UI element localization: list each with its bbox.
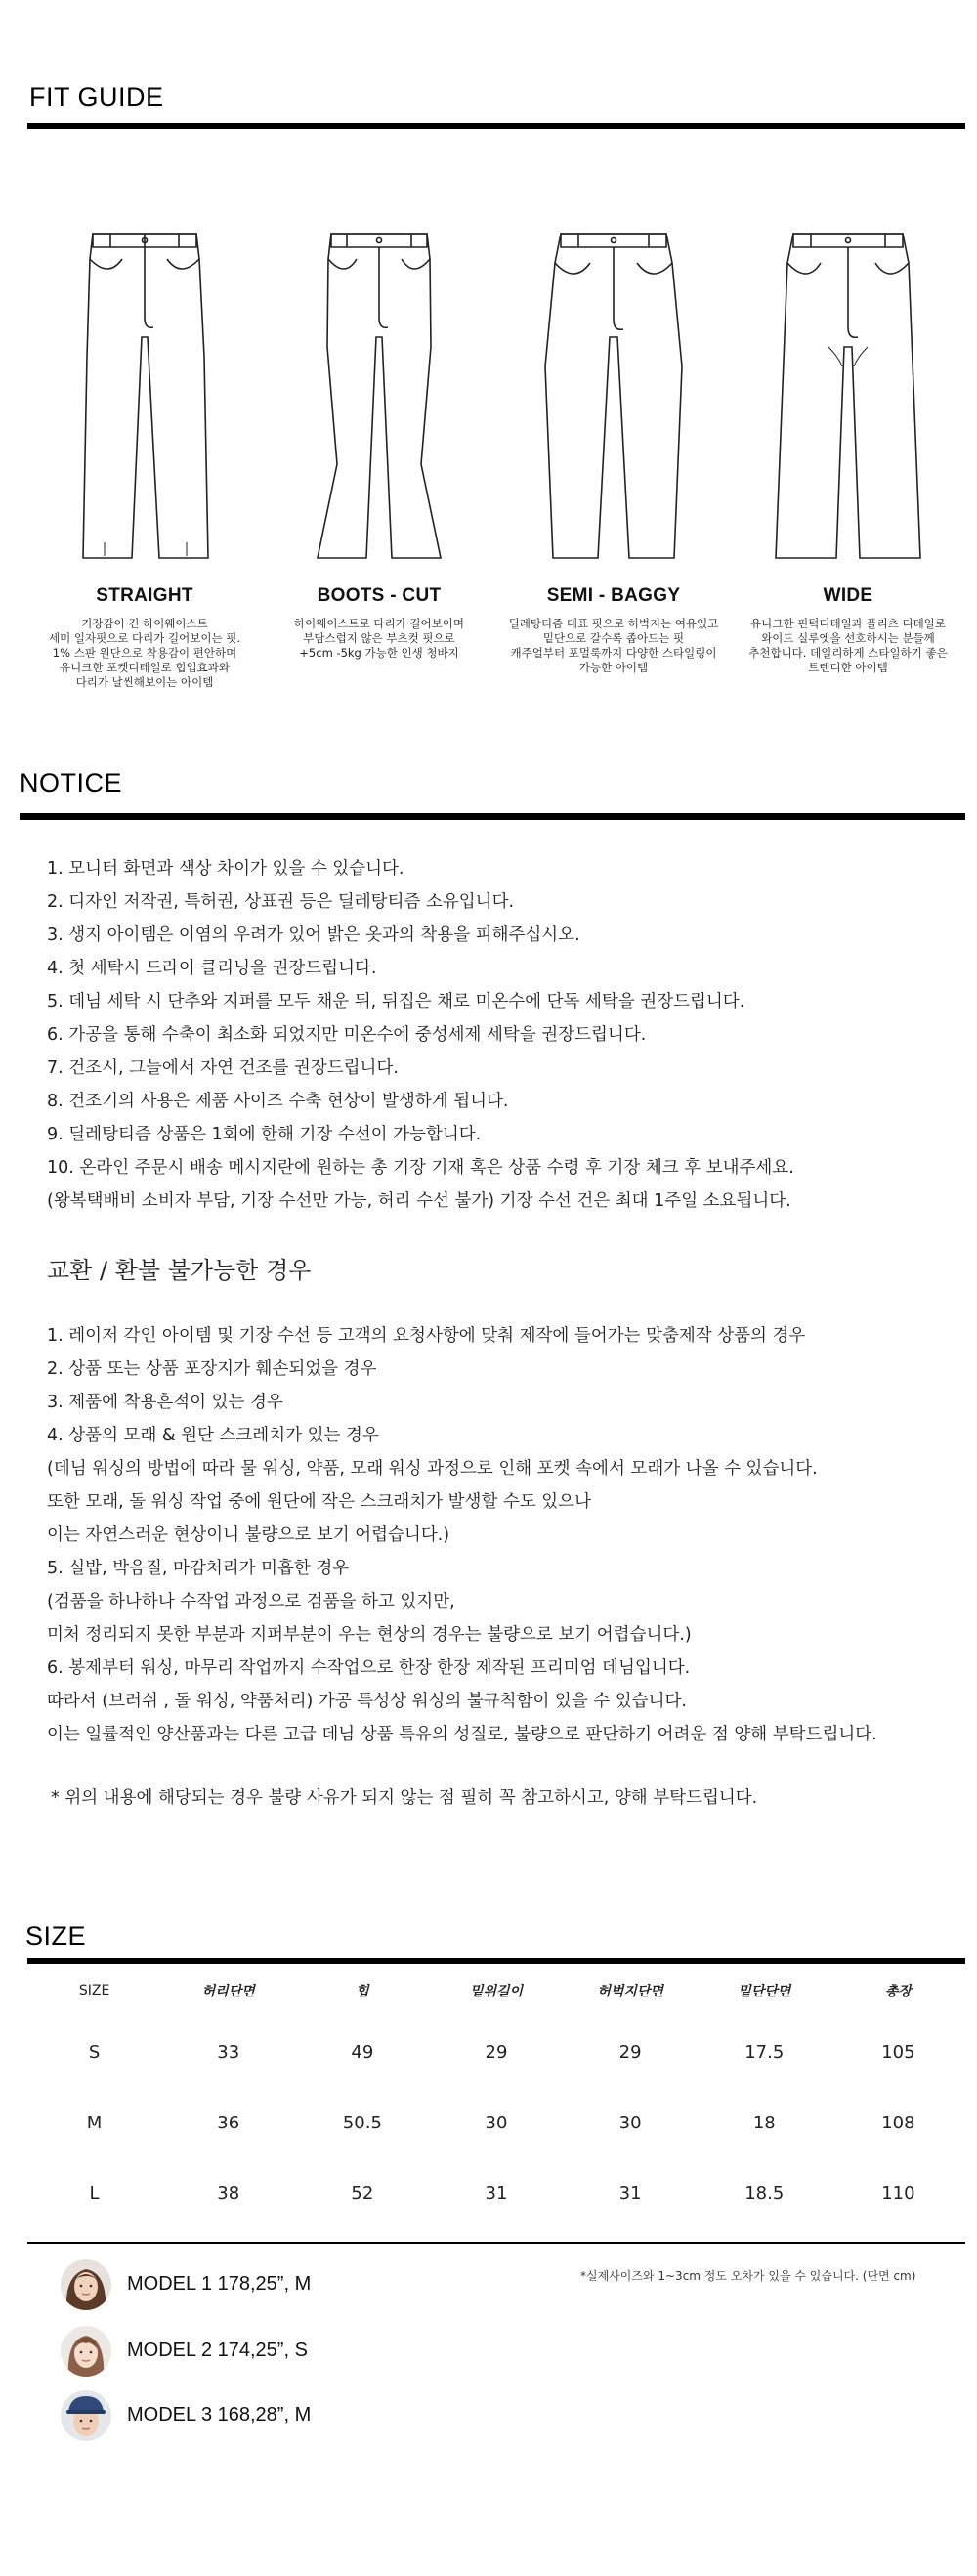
fit-wide <box>731 220 965 675</box>
size-table <box>27 1964 965 2228</box>
notice-item: 8. 건조기의 사용은 제품 사이즈 수축 현상이 발생하게 됩니다. <box>47 1092 509 1111</box>
size-cell: 29 <box>485 2041 508 2063</box>
notice-item: 4. 첫 세탁시 드라이 클리닝을 권장드립니다. <box>47 959 377 978</box>
size-cell: 108 <box>881 2112 915 2133</box>
size-cell: 105 <box>881 2041 915 2063</box>
size-table-header <box>27 1964 965 2017</box>
notice-item: 2. 디자인 저작권, 특허권, 상표권 등은 딜레탕티즘 소유입니다. <box>47 892 515 912</box>
size-cell: 36 <box>217 2112 240 2133</box>
notice-list <box>47 852 965 1218</box>
fit-description: 딜레탕티즘 대표 핏으로 허벅지는 여유있고 밑단으로 갈수록 좁아드는 핏 캐주얼부터 포멀룩까지 다양한 스타일링이 가능한 아이템 <box>508 617 719 674</box>
size-cell: 18.5 <box>744 2182 785 2204</box>
notice-item: 10. 온라인 주문시 배송 메시지란에 원하는 총 기장 기재 혹은 상품 수령 후 기장 체크 후 보내주세요. <box>47 1158 794 1178</box>
exchange-item: (검품을 하나하나 수작업 과정으로 검품을 하고 있지만, <box>47 1592 455 1611</box>
size-cell: 31 <box>485 2182 508 2204</box>
boots-cut-jeans-illustration <box>306 220 452 572</box>
size-header-cell: 힙 <box>356 1984 369 1999</box>
exchange-item: 이는 일률적인 양산품과는 다른 고급 데님 상품 특유의 성질로, 불량으로 판단하기 어려운 점 양해 부탁드립니다. <box>47 1725 877 1744</box>
fit-guide-list <box>27 220 965 708</box>
avatar <box>61 2259 111 2310</box>
fit-guide-title: FIT GUIDE <box>29 82 164 111</box>
fit-name: SEMI - BAGGY <box>546 585 681 606</box>
table-row <box>27 2087 965 2158</box>
size-title: SIZE <box>25 1921 87 1951</box>
exchange-item: 4. 상품의 모래 & 원단 스크레치가 있는 경우 <box>47 1426 379 1445</box>
size-header-cell: 허리단면 <box>201 1984 255 1999</box>
exchange-item: 2. 상품 또는 상품 포장지가 훼손되었을 경우 <box>47 1359 377 1379</box>
notice-footnote: * 위의 내용에 해당되는 경우 불량 사유가 되지 않는 점 필히 꼭 참고하시고, 양해 부탁드립니다. <box>51 1788 758 1808</box>
size-cell: L <box>89 2182 100 2204</box>
fit-straight <box>27 220 262 690</box>
fit-guide-rule <box>27 123 965 129</box>
exchange-item: 1. 레이저 각인 아이템 및 기장 수선 등 고객의 요청사항에 맞춰 제작에 들어가는 맞춤제작 상품의 경우 <box>47 1326 806 1346</box>
size-header-cell: 총장 <box>884 1984 912 1999</box>
model-label: MODEL 3 168,28”, M <box>127 2404 312 2426</box>
fit-description: 하이웨이스트로 다리가 길어보이며 부담스럽지 않은 부츠컷 핏으로 +5cm -5kg 가능한 인생 청바지 <box>294 617 464 660</box>
wide-jeans-illustration <box>760 220 936 572</box>
size-cell: 52 <box>351 2182 374 2204</box>
fit-name: WIDE <box>823 585 873 606</box>
size-header-cell: 밑위길이 <box>469 1984 524 1999</box>
notice-item: 3. 생지 아이템은 이염의 우려가 있어 밝은 옷과의 착용을 피해주십시오. <box>47 925 580 945</box>
notice-item: 7. 건조시, 그늘에서 자연 건조를 권장드립니다. <box>47 1058 399 1078</box>
exchange-item: 6. 봉제부터 워싱, 마무리 작업까지 수작업으로 한장 한장 제작된 프리미엄 데님입니다. <box>47 1658 691 1678</box>
exchange-item: 또한 모래, 돌 워싱 작업 중에 원단에 작은 스크래치가 발생할 수도 있으나 <box>47 1492 591 1512</box>
size-cell: 38 <box>217 2182 240 2204</box>
model-item <box>61 2326 451 2381</box>
semi-baggy-jeans-illustration <box>535 220 692 572</box>
table-row <box>27 2158 965 2228</box>
notice-item: 5. 데님 세탁 시 단추와 지퍼를 모두 채운 뒤, 뒤집은 채로 미온수에 단독 세탁을 권장드립니다. <box>47 992 745 1011</box>
notice-item: 1. 모니터 화면과 색상 차이가 있을 수 있습니다. <box>47 859 404 879</box>
size-cell: 17.5 <box>744 2041 785 2063</box>
fit-description: 유니크한 핀턱디테일과 플리츠 디테일로 와이드 실루엣을 선호하시는 분들께 추천합니다. 데일리하게 스타일하기 좋은 트렌디한 아이템 <box>748 617 948 674</box>
size-header-cell: 허벅지단면 <box>597 1984 663 1999</box>
size-note: *실제사이즈와 1~3cm 정도 오차가 있을 수 있습니다. (단면 cm) <box>580 2269 916 2283</box>
fit-name: STRAIGHT <box>96 585 193 606</box>
exchange-item: 5. 실밥, 박음질, 마감처리가 미흡한 경우 <box>47 1559 350 1578</box>
fit-boots-cut <box>262 220 496 661</box>
model-label: MODEL 2 174,25”, S <box>127 2340 308 2361</box>
exchange-item: 미처 정리되지 못한 부분과 지퍼부분이 우는 현상의 경우는 불량으로 보기 어렵습니다.) <box>47 1625 692 1645</box>
size-cell: 18 <box>752 2112 776 2133</box>
size-cell: M <box>86 2112 103 2133</box>
exchange-item: 이는 자연스러운 현상이니 불량으로 보기 어렵습니다.) <box>47 1525 450 1545</box>
exchange-item: 따라서 (브러쉬 , 돌 워싱, 약품처리) 가공 특성상 워싱의 불규칙함이 있을 수 있습니다. <box>47 1692 687 1711</box>
fit-name: BOOTS - CUT <box>317 585 442 606</box>
model-item <box>61 2390 451 2445</box>
size-header-cell: SIZE <box>78 1983 110 1998</box>
notice-rule <box>20 813 965 820</box>
table-row <box>27 2017 965 2087</box>
size-cell: 31 <box>618 2182 642 2204</box>
avatar <box>61 2390 111 2441</box>
size-cell: 33 <box>217 2041 240 2063</box>
straight-jeans-illustration <box>71 220 218 572</box>
size-cell: S <box>88 2041 101 2063</box>
notice-item: 9. 딜레탕티즘 상품은 1회에 한해 기장 수선이 가능합니다. <box>47 1125 482 1144</box>
notice-title: NOTICE <box>20 768 123 797</box>
notice-item: 6. 가공을 통해 수축이 최소화 되었지만 미온수에 중성세제 세탁을 권장드립니다. <box>47 1025 647 1045</box>
model-item <box>61 2259 451 2314</box>
size-cell: 30 <box>485 2112 508 2133</box>
size-header-cell: 밑단단면 <box>738 1984 791 1999</box>
model-label: MODEL 1 178,25”, M <box>127 2273 312 2295</box>
notice-item: (왕복택배비 소비자 부담, 기장 수선만 가능, 허리 수선 불가) 기장 수선 건은 최대 1주일 소요됩니다. <box>47 1191 791 1211</box>
size-bottom-rule <box>27 2242 965 2244</box>
size-cell: 49 <box>351 2041 374 2063</box>
exchange-list <box>47 1319 965 1751</box>
size-cell: 29 <box>618 2041 642 2063</box>
size-cell: 30 <box>618 2112 642 2133</box>
exchange-title: 교환 / 환불 불가능한 경우 <box>47 1257 312 1284</box>
size-cell: 50.5 <box>342 2112 382 2133</box>
exchange-item: (데님 워싱의 방법에 따라 물 워싱, 약품, 모래 워싱 과정으로 인해 포켓 속에서 모래가 나올 수 있습니다. <box>47 1459 818 1479</box>
avatar <box>61 2326 111 2377</box>
size-cell: 110 <box>881 2182 915 2204</box>
fit-description: 기장감이 긴 하이웨이스트 세미 일자핏으로 다리가 길어보이는 핏. 1% 스판 원단으로 착용감이 편안하며 유니크한 포켓디테일로 힙업효과와 다리가 날씬해보이는 아이템 <box>48 617 241 689</box>
exchange-item: 3. 제품에 착용흔적이 있는 경우 <box>47 1393 283 1412</box>
fit-semi-baggy <box>496 220 731 675</box>
